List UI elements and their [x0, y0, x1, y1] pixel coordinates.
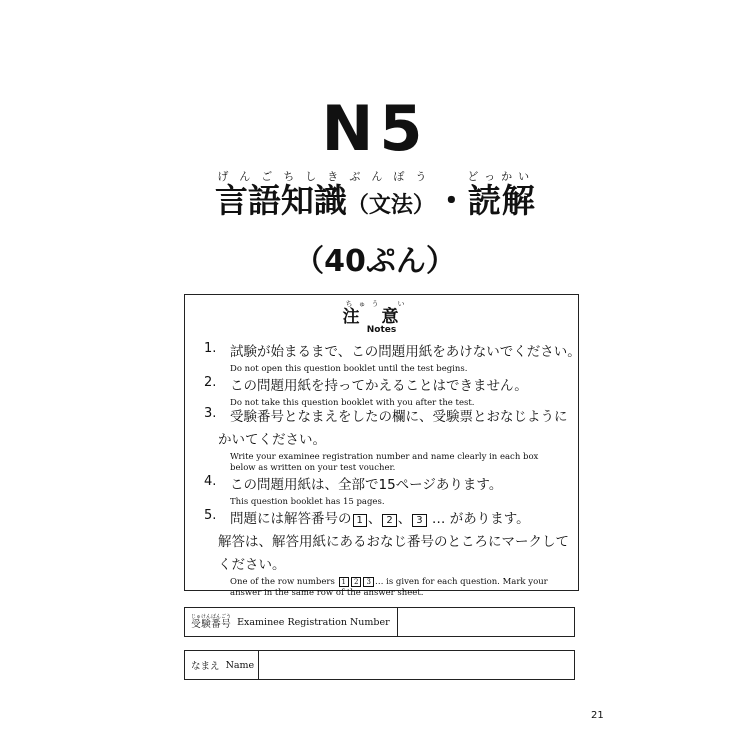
note-en: Do not take this question booklet with you after the test.: [230, 398, 475, 408]
note-en: One of the row numbers 1 2 3 … is given for each question. Mark your answer in the same row of the answer sheet.: [230, 577, 548, 598]
section-title-dot: ・: [434, 181, 468, 220]
note-number: 2.: [204, 375, 217, 390]
name-field: [184, 650, 575, 680]
note-number: 4.: [204, 474, 217, 489]
note-number: 5.: [204, 508, 217, 523]
section-title: [0, 170, 750, 220]
level-title: N5: [321, 92, 429, 165]
note-item-1: [204, 341, 581, 375]
time-limit: （40ぷん）: [294, 244, 456, 279]
answer-number-box: 3: [363, 577, 373, 587]
answer-number-box: 1: [353, 514, 367, 527]
note-jp-continued: かいてください。: [218, 432, 326, 448]
section-title-main: 言語知識げんごちしき: [214, 170, 347, 220]
note-en: This question booklet has 15 pages.: [230, 497, 385, 507]
note-jp: この問題用紙を持ってかえることはできません。: [230, 378, 528, 394]
answer-number-box: 1: [339, 577, 349, 587]
page-number: 21: [591, 710, 604, 721]
note-jp: 試験が始まるまで、この問題用紙をあけないでください。: [230, 344, 581, 360]
answer-number-box: 3: [412, 514, 426, 527]
note-jp-continued: 解答は、解答用紙にあるおなじ番号のところにマークして: [218, 534, 569, 550]
note-jp: 受験番号となまえをしたの欄に、受験票とおなじように: [230, 409, 568, 425]
note-item-5: [204, 508, 569, 599]
note-item-3: [204, 406, 568, 474]
note-en: Do not open this question booklet until the test begins.: [230, 364, 468, 374]
section-title-end: 読解どっかい: [467, 170, 536, 220]
registration-number-field: [184, 607, 575, 637]
note-en: Write your examinee registration number and name clearly in each box below as written on your test voucher.: [230, 452, 539, 473]
answer-number-box: 2: [382, 514, 396, 527]
notes-heading-en: Notes: [366, 325, 397, 335]
section-title-paren: （文法）ぶんぽう: [346, 170, 435, 218]
notes-heading: 注ちゅう意い: [342, 300, 421, 327]
note-jp-continued: ください。: [218, 557, 286, 573]
note-item-2: [204, 375, 564, 409]
registration-number-input[interactable]: [398, 608, 574, 636]
name-label: なまえ Name: [185, 651, 259, 679]
registration-number-label: 受験番号じゅけんばんごう Examinee Registration Number: [185, 608, 398, 636]
note-jp: 問題には解答番号の 1 、 2 、 3 … があります。: [230, 511, 530, 527]
note-number: 3.: [204, 406, 217, 421]
note-item-4: [204, 474, 564, 508]
answer-number-box: 2: [351, 577, 361, 587]
name-input[interactable]: [259, 651, 574, 679]
note-number: 1.: [204, 341, 217, 356]
note-jp: この問題用紙は、全部で15ページあります。: [230, 477, 503, 493]
